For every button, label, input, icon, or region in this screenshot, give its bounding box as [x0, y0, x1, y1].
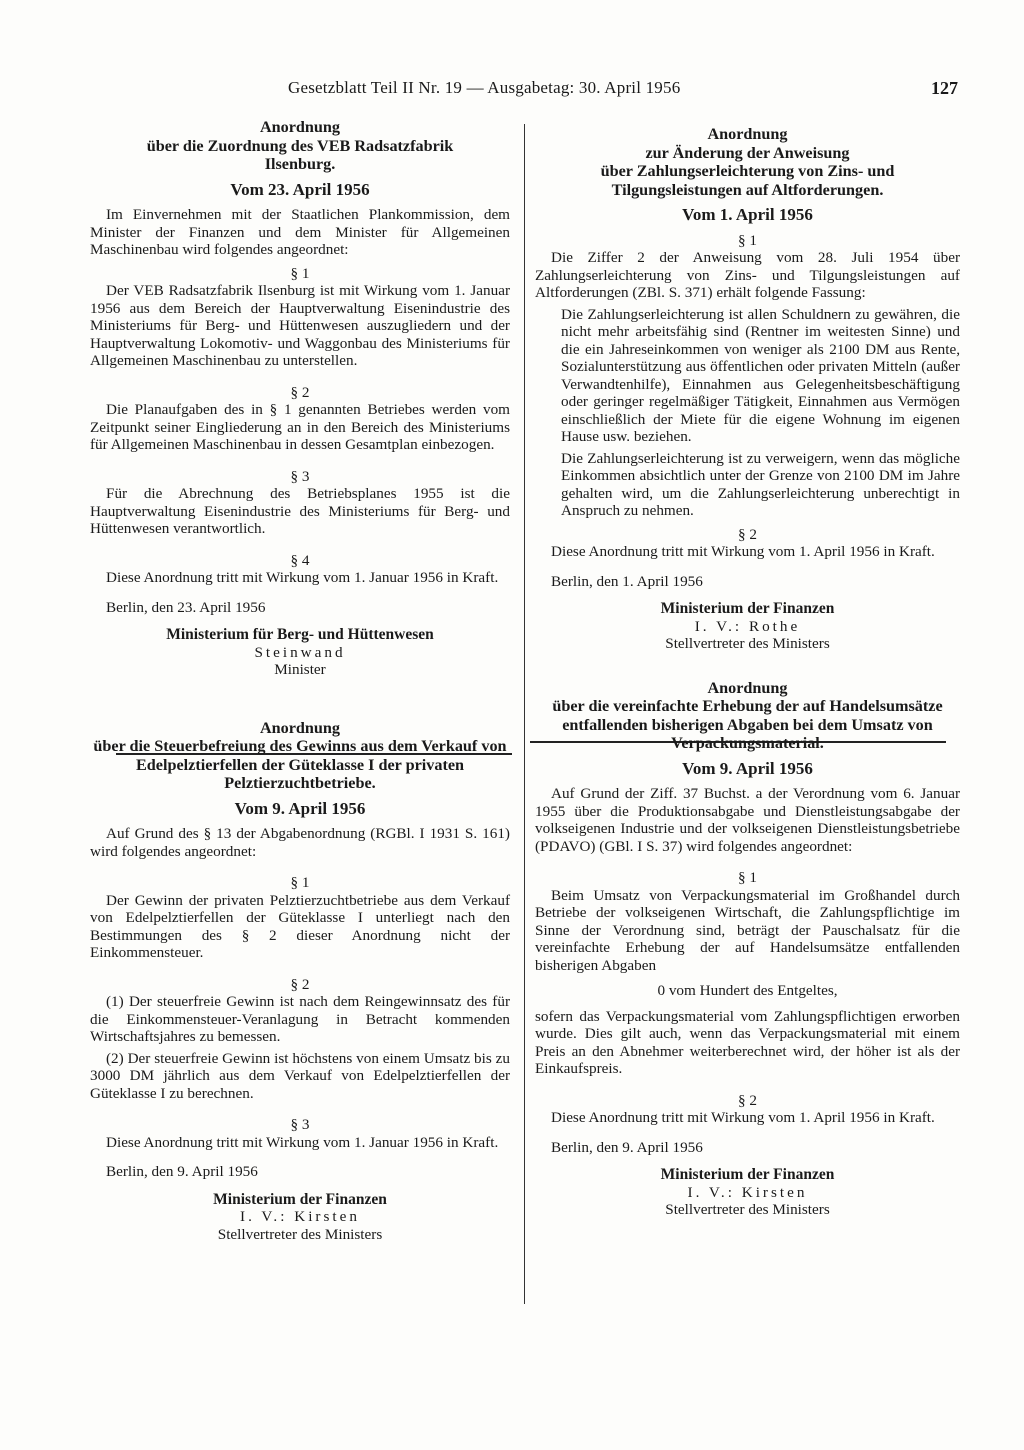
header-title: Gesetzblatt Teil II Nr. 19 — Ausgabetag: 30. April 1956 — [288, 78, 681, 97]
paragraph-text: Der VEB Radsatzfabrik Ilsenburg ist mit Wirkung vom 1. Januar 1956 aus dem Bereich der Hauptverwaltung Eisenindustrie des Ministeriums für Berg- und Hüttenwesen auszugliedern und der Hauptverwaltung Lokomotiv- und Waggonbau des Ministeriums für Allgemeinen Maschinenbau zu unterstellen. — [90, 282, 510, 369]
paragraph-text: Beim Umsatz von Verpackungsmaterial im Großhandel durch Betriebe der volkseigenen Wirtschaft, die Zahlungspflichtige im Sinne der Verordnung sind, beträgt der Pauschalsatz für die vereinfachte Erhebung der auf Handelsumsätze entfallenden bisherigen Abgaben — [535, 886, 960, 974]
paragraph-text: Die Planaufgaben des in § 1 genannten Betriebes werden vom Zeitpunkt seiner Eingliederung an in den Bereich des Ministeriums für Allgemeinen Maschinenbau in dessen Gesamtplan einbezogen. — [90, 401, 510, 453]
section-title: Ilsenburg. — [264, 155, 336, 173]
paragraph-heading: § 1 — [290, 874, 310, 891]
signature-organization: Ministerium der Finanzen — [660, 1166, 835, 1183]
page-number: 127 — [931, 78, 958, 98]
paragraph-text: Diese Anordnung tritt mit Wirkung vom 1. April 1956 in Kraft. — [551, 1109, 935, 1126]
signature-role: Stellvertreter des Ministers — [665, 635, 830, 652]
section-title: über Zahlungserleichterung von Zins- und Tilgungsleistungen auf Altforderungen. — [600, 162, 895, 199]
paragraph-heading: § 1 — [738, 231, 757, 249]
section-date: Vom 9. April 1956 — [234, 798, 366, 818]
section-date: Vom 23. April 1956 — [230, 179, 370, 199]
signature-organization: Ministerium der Finanzen — [660, 600, 835, 617]
paragraph-text: Die Ziffer 2 der Anweisung vom 28. Juli 1954 über Zahlungserleichterung von Zins- und Tilgungsleistungen auf Altforderungen (ZBl. S. 371) erhält folgende Fassung: — [535, 249, 960, 301]
signature-role: Stellvertreter des Ministers — [665, 1201, 830, 1218]
paragraph-text: Diese Anordnung tritt mit Wirkung vom 1. April 1956 in Kraft. — [551, 543, 935, 560]
right-column — [535, 125, 960, 1219]
section-title: Anordnung — [707, 125, 788, 143]
rate-line: 0 vom Hundert des Entgeltes, — [657, 982, 838, 999]
decree-radsatzfabrik — [90, 118, 510, 679]
section-title: Anordnung — [707, 678, 788, 697]
paragraph-heading: § 2 — [738, 1091, 757, 1109]
paragraph-heading: § 2 — [290, 383, 310, 401]
signature-place-date: Berlin, den 9. April 1956 — [106, 1163, 258, 1180]
intro-paragraph: Auf Grund der Ziff. 37 Buchst. a der Verordnung vom 6. Januar 1955 über die Produktionsabgabe und Dienstleistungsabgabe der volkseigenen Industrie und der volkseigenen Dienstleistungsbetriebe (PDAVO) (GBl. I S. 37) wird folgendes angeordnet: — [535, 785, 960, 855]
paragraph-text: Diese Anordnung tritt mit Wirkung vom 1. Januar 1956 in Kraft. — [106, 569, 499, 586]
paragraph-heading: § 2 — [290, 975, 310, 993]
paragraph-text: (2) Der steuerfreie Gewinn ist höchstens von einem Umsatz bis zu 3000 DM jährlich aus dem Verkauf von Edelpelztierfellen der Güteklasse I zu berechnen. — [90, 1049, 510, 1102]
signature-place-date: Berlin, den 1. April 1956 — [551, 572, 703, 590]
paragraph-heading: § 1 — [290, 264, 310, 282]
paragraph-text: (1) Der steuerfreie Gewinn ist nach dem Reingewinnsatz des für die Einkommensteuer-Veranlagung in Betracht kommenden Wirtschaftsjahres zu bemessen. — [90, 993, 510, 1045]
intro-paragraph: Auf Grund des § 13 der Abgabenordnung (RGBl. I 1931 S. 161) wird folgendes angeordnet: — [90, 825, 510, 860]
section-title: Anordnung — [259, 718, 341, 737]
section-date: Vom 9. April 1956 — [682, 758, 813, 778]
decree-pelztierzucht — [90, 719, 510, 1244]
paragraph-text: sofern das Verpackungsmaterial vom Zahlungspflichtigen erworben wurde. Dies gilt auch, wenn das Verpackungsmaterial mit einem Preis an den Abnehmer weiterberechnet wird, der höher ist als der Einkaufspreis. — [535, 1007, 960, 1077]
page-header — [288, 78, 958, 104]
signature-place-date: Berlin, den 9. April 1956 — [551, 1138, 703, 1156]
signature-name: I. V.: Rothe — [694, 617, 801, 635]
paragraph-text: Diese Anordnung tritt mit Wirkung vom 1. Januar 1956 in Kraft. — [106, 1133, 499, 1151]
signature-organization: Ministerium für Berg- und Hüttenwesen — [166, 626, 434, 643]
signature-role: Stellvertreter des Ministers — [217, 1225, 383, 1243]
decree-zahlungserleichterung — [535, 125, 960, 653]
section-title: über die vereinfachte Erhebung der auf Handelsumsätze entfallenden bisherigen Abgaben bei dem Umsatz von Verpackungsmaterial. — [552, 697, 943, 752]
quoted-text: Die Zahlungserleichterung ist zu verweigern, wenn das mögliche Einkommen absichtlich unter der Grenze von 2100 DM im Jahre gehalten wird, um die Zahlungserleichterung unberechtigt in Anspruch zu nehmen. — [561, 449, 960, 519]
section-title: Anordnung — [259, 118, 341, 136]
left-column — [90, 118, 510, 1243]
intro-paragraph: Im Einvernehmen mit der Staatlichen Plankommission, dem Minister der Finanzen und dem Minister für Allgemeinen Maschinenbau wird folgendes angeordnet: — [90, 206, 510, 258]
paragraph-heading: § 3 — [290, 467, 310, 485]
decree-verpackungsmaterial — [535, 679, 960, 1219]
signature-name: I. V.: Kirsten — [687, 1183, 808, 1201]
paragraph-text: Für die Abrechnung des Betriebsplanes 1955 ist die Hauptverwaltung Eisenindustrie des Ministeriums für Berg- und Hüttenwesen verantwortlich. — [90, 485, 510, 537]
section-title: über die Steuerbefreiung des Gewinns aus dem Verkauf von Edelpelztierfellen der Güteklasse I der privaten Pelztierzuchtbetriebe. — [93, 737, 507, 792]
section-title: über die Zuordnung des VEB Radsatzfabrik — [146, 136, 454, 155]
signature-place-date: Berlin, den 23. April 1956 — [106, 598, 266, 616]
quoted-text: Die Zahlungserleichterung ist allen Schuldnern zu gewähren, die nicht mehr arbeitsfähig sind (Rentner im weitesten Sinne) und die ein Jahreseinkommen von weniger als 2100 DM aus Rente, Sozialunterstützung aus öffentlichen oder privaten Mitteln (außer Verwandtenhilfe), Einnahmen aus Gelegenheitsbeschäftigung oder geringer regelmäßiger Tätigkeit, Einnahmen aus Vermögen einschließlich der Miete für die eigene Wohnung im eigenen Hause usw. beziehen. — [561, 305, 960, 445]
signature-name: I. V.: Kirsten — [240, 1208, 360, 1225]
section-date: Vom 1. April 1956 — [682, 205, 813, 224]
signature-role: Minister — [274, 661, 326, 678]
signature-organization: Ministerium der Finanzen — [213, 1190, 387, 1208]
column-divider — [524, 124, 525, 1304]
signature-name: Steinwand — [254, 643, 346, 661]
paragraph-heading: § 4 — [290, 551, 310, 569]
section-title: zur Änderung der Anweisung — [645, 143, 850, 162]
paragraph-heading: § 1 — [738, 869, 757, 886]
paragraph-text: Der Gewinn der privaten Pelztierzuchtbetriebe aus dem Verkauf von Edelpelztierfellen der Güteklasse I unterliegt nach den Bestimmungen des § 2 dieser Anordnung nicht der Einkommensteuer. — [90, 891, 510, 961]
paragraph-heading: § 3 — [290, 1116, 310, 1133]
paragraph-heading: § 2 — [738, 525, 757, 543]
